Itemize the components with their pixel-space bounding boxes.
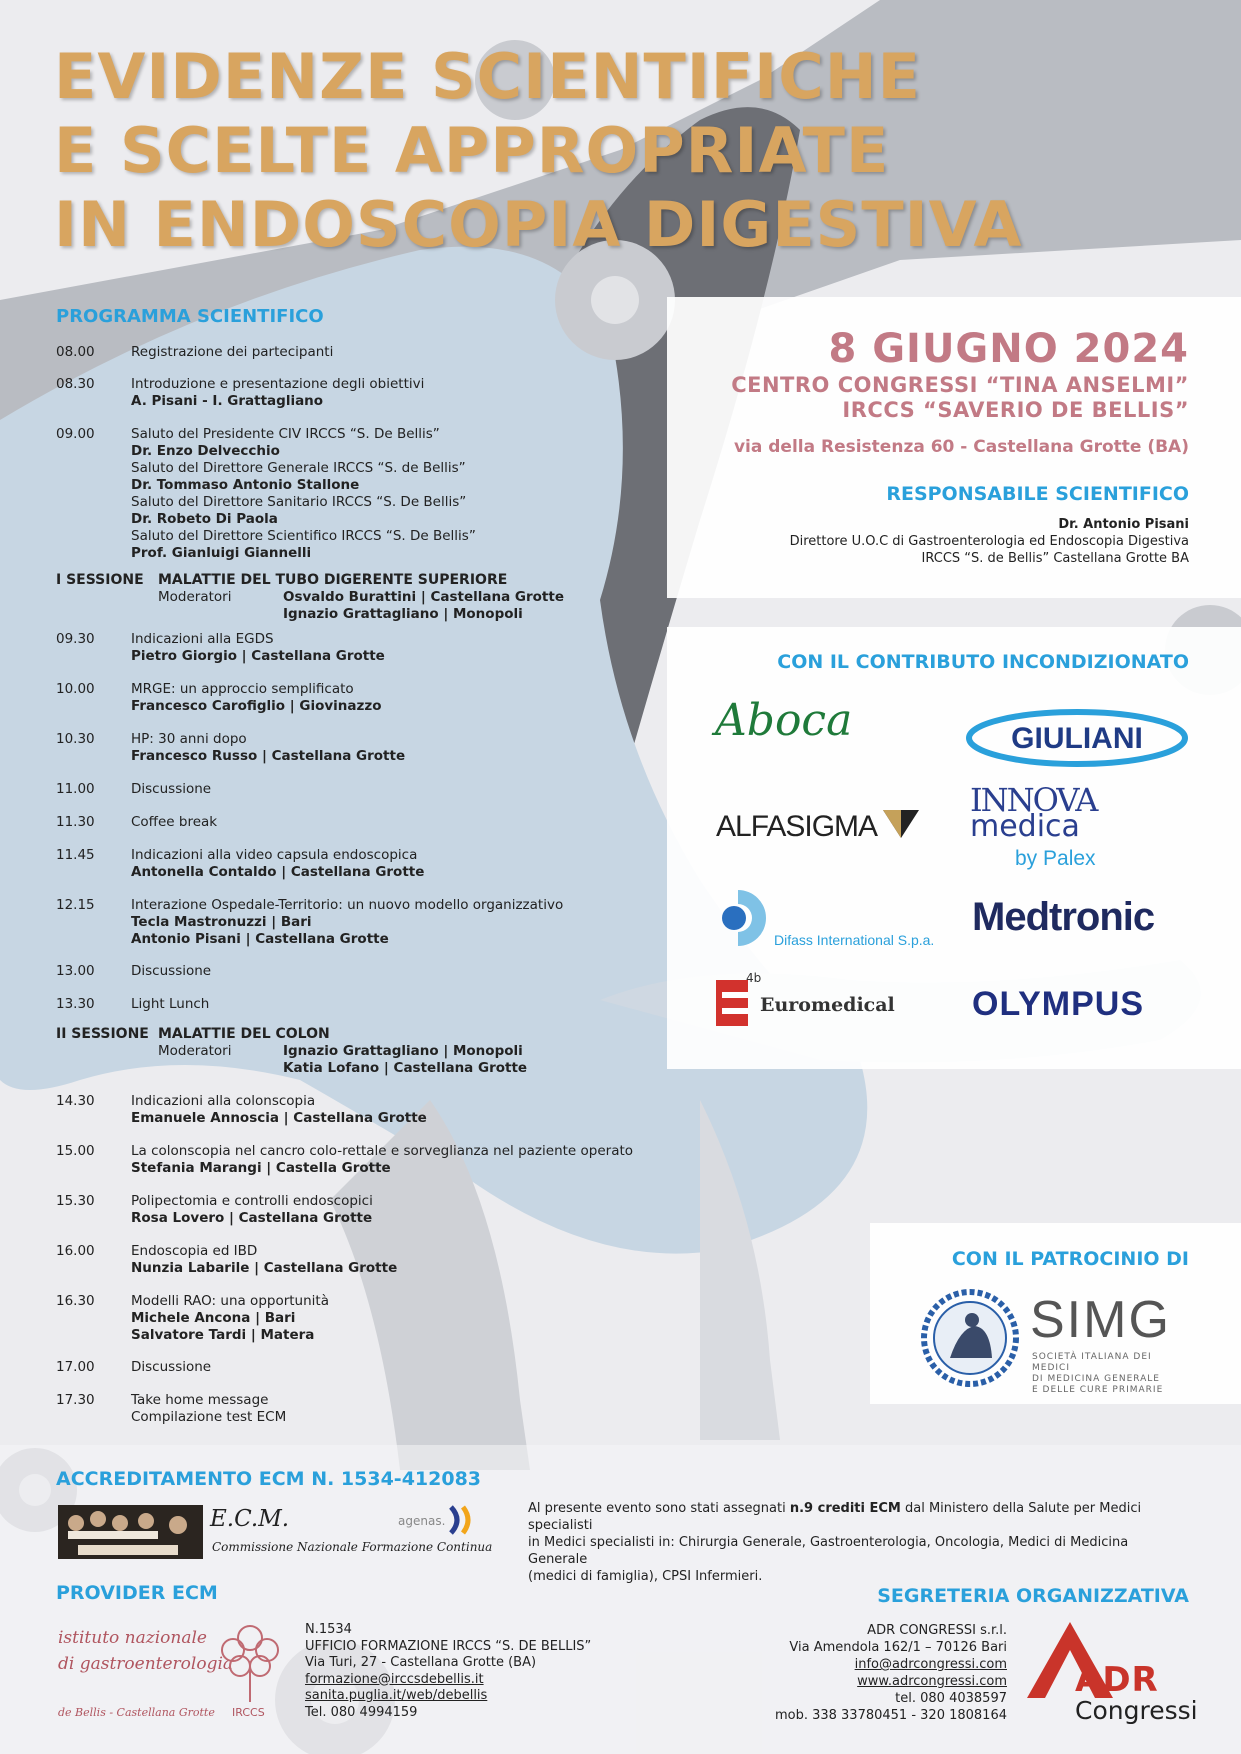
giuliani-logo	[968, 708, 1186, 768]
alfasigma-mark-icon	[883, 808, 919, 838]
provider-address: Via Turi, 27 - Castellana Grotte (BA)	[305, 1655, 537, 1670]
programme-body	[131, 426, 646, 562]
agenas-logo	[398, 1505, 475, 1535]
secretariat-mobile: mob. 338 33780451 - 320 1808164	[774, 1708, 1007, 1723]
alfasigma-logo	[716, 808, 919, 844]
speaker-name: Pietro Giorgio | Castellana Grotte	[131, 648, 385, 664]
simg-seal-icon	[920, 1288, 1020, 1388]
speaker-name: Nunzia Labarile | Castellana Grotte	[131, 1260, 398, 1276]
topic-text: HP: 30 anni dopo	[131, 731, 247, 747]
credits-line-3: (medici di famiglia), CPSI Infermieri.	[528, 1569, 763, 1584]
alfasigma-text: ALFASIGMA	[716, 810, 876, 843]
topic-text: Coffee break	[131, 814, 218, 830]
programme-body	[131, 1293, 646, 1344]
moderator-name: Ignazio Grattagliano | Monopoli	[283, 1043, 523, 1059]
medtronic-logo: Medtronic	[972, 895, 1155, 939]
programme-time: 16.30	[56, 1293, 95, 1309]
ecm-subtitle: Commissione Nazionale Formazione Continua	[212, 1540, 493, 1554]
programme-time: 08.00	[56, 344, 95, 360]
poster-title	[54, 40, 1224, 262]
euromedical-4b-text: 4b	[746, 971, 762, 985]
provider-web-link[interactable]: sanita.puglia.it/web/debellis	[305, 1688, 488, 1703]
provider-phone: Tel. 080 4994159	[305, 1704, 418, 1720]
speaker-name: Dr. Enzo Delvecchio	[131, 443, 280, 459]
speaker-name: Emanuele Annoscia | Castellana Grotte	[131, 1110, 427, 1126]
adr-text: ADR	[1075, 1660, 1159, 1700]
speaker-name: Stefania Marangi | Castella Grotte	[131, 1160, 391, 1176]
programme-time: 09.30	[56, 631, 95, 647]
secretariat-web-link[interactable]: www.adrcongressi.com	[857, 1674, 1007, 1689]
programme-time: 13.00	[56, 963, 95, 979]
credits-bold: n.9 crediti ECM	[789, 1501, 901, 1516]
programme-body	[131, 1359, 646, 1376]
venue-line-1: CENTRO CONGRESSI “TINA ANSELMI”	[731, 373, 1189, 397]
credits-pre: Al presente evento sono stati assegnati	[528, 1501, 790, 1516]
topic-text: La colonscopia nel cancro colo-rettale e sorveglianza nel paziente operato	[131, 1143, 634, 1159]
responsible-name: Dr. Antonio Pisani	[1058, 517, 1189, 532]
simg-sub-3: E DELLE CURE PRIMARIE	[1032, 1385, 1164, 1395]
simg-text: SIMG	[1030, 1291, 1171, 1349]
olympus-logo: OLYMPUS	[972, 985, 1145, 1023]
programme-time: 11.00	[56, 781, 95, 797]
moderators-list	[283, 1043, 658, 1077]
secretariat-name: ADR CONGRESSI s.r.l.	[867, 1623, 1007, 1638]
programme-item	[56, 814, 646, 831]
session-header	[56, 1026, 656, 1043]
programme-body	[131, 996, 646, 1013]
event-address: via della Resistenza 60 - Castellana Grotte (BA)	[733, 437, 1189, 457]
programme-time: 12.15	[56, 897, 95, 913]
session-label: I SESSIONE	[56, 572, 144, 588]
programme-time: 11.45	[56, 847, 95, 863]
secretariat-contact	[775, 1622, 1007, 1724]
topic-text: Compilazione test ECM	[131, 1409, 287, 1425]
accreditation-heading: ACCREDITAMENTO ECM N. 1534-412083	[56, 1468, 482, 1490]
speaker-name: Francesco Carofiglio | Giovinazzo	[131, 698, 382, 714]
programme-item	[56, 1243, 646, 1277]
moderator-name: Ignazio Grattagliano | Monopoli	[283, 606, 523, 622]
programme-body	[131, 847, 646, 881]
programme-body	[131, 631, 646, 665]
programme-item	[56, 996, 646, 1013]
programme-body	[131, 681, 646, 715]
credits-post: dal Ministero della Salute per Medici specialisti	[528, 1501, 1142, 1533]
provider-email-link[interactable]: formazione@irccsdebellis.it	[305, 1671, 484, 1687]
simg-subtitle	[1032, 1352, 1190, 1396]
programme-item	[56, 1392, 646, 1426]
programme-item	[56, 426, 646, 562]
topic-text: Interazione Ospedale-Territorio: un nuovo modello organizzativo	[131, 897, 564, 913]
programme-body	[131, 1093, 646, 1127]
session-header	[56, 572, 656, 589]
session-moderators	[158, 1043, 658, 1077]
responsible-role-2: IRCCS “S. de Bellis” Castellana Grotte BA	[921, 551, 1189, 566]
speaker-name: Dr. Robeto Di Paola	[131, 511, 278, 527]
secretariat-address: Via Amendola 162/1 – 70126 Bari	[789, 1640, 1007, 1655]
aboca-logo: Aboca	[715, 695, 853, 746]
speaker-name: A. Pisani - I. Grattagliano	[131, 393, 324, 409]
medica-text: medica	[970, 809, 1080, 844]
difass-text: Difass International S.p.a.	[774, 932, 935, 948]
institute-subtitle: de Bellis - Castellana Grotte	[58, 1706, 215, 1719]
programme-time: 09.00	[56, 426, 95, 442]
programme-body	[131, 344, 646, 361]
euromedical-text: Euromedical	[760, 994, 895, 1016]
programme-time: 08.30	[56, 376, 95, 392]
innova-medica-logo	[970, 781, 1097, 871]
programme-item	[56, 781, 646, 798]
title-line-1: EVIDENZE SCIENTIFICHE	[54, 40, 921, 113]
provider-contact	[305, 1622, 591, 1721]
topic-text: Indicazioni alla EGDS	[131, 631, 274, 647]
topic-text: Saluto del Presidente CIV IRCCS “S. De Bellis”	[131, 426, 440, 442]
institute-logo-text	[58, 1625, 233, 1677]
institute-line-2: di gastroenterologia	[58, 1654, 234, 1674]
programme-time: 10.00	[56, 681, 95, 697]
simg-logo	[920, 1288, 1190, 1395]
event-venue	[731, 373, 1189, 423]
programme-body	[131, 1143, 646, 1177]
programme-body	[131, 376, 646, 410]
session-name: MALATTIE DEL COLON	[158, 1026, 330, 1042]
programme-body	[131, 1392, 646, 1426]
programme-time: 11.30	[56, 814, 95, 830]
anatomy-lesson-painting	[58, 1505, 203, 1559]
simg-sub-2: DI MEDICINA GENERALE	[1032, 1374, 1160, 1384]
programme-body	[131, 731, 646, 765]
adr-congressi-logo	[1025, 1620, 1198, 1730]
credits-line-2: in Medici specialisti in: Chirurgia Generale, Gastroenterologia, Oncologia, Medici di Medicina Generale	[528, 1535, 1129, 1567]
programme-time: 13.30	[56, 996, 95, 1012]
speaker-name: Antonella Contaldo | Castellana Grotte	[131, 864, 425, 880]
programme-body	[131, 781, 646, 798]
programme-body	[131, 963, 646, 980]
title-line-2: E SCELTE APPROPRIATE	[54, 114, 890, 187]
programme-item	[56, 631, 646, 665]
moderators-label: Moderatori	[158, 1043, 232, 1059]
programme-time: 17.00	[56, 1359, 95, 1375]
moderators-list	[283, 589, 658, 623]
speaker-name: Rosa Lovero | Castellana Grotte	[131, 1210, 373, 1226]
irccs-label: IRCCS	[232, 1706, 265, 1719]
programme-item	[56, 1193, 646, 1227]
topic-text: Discussione	[131, 963, 212, 979]
programme-time: 16.00	[56, 1243, 95, 1259]
programme-time: 10.30	[56, 731, 95, 747]
topic-text: Introduzione e presentazione degli obiettivi	[131, 376, 425, 392]
agenas-mark-icon	[449, 1505, 475, 1535]
topic-text: Take home message	[131, 1392, 269, 1408]
innova-text: INNOVA	[970, 781, 1097, 819]
provider-office: UFFICIO FORMAZIONE IRCCS “S. DE BELLIS”	[305, 1638, 592, 1654]
moderators-label: Moderatori	[158, 589, 232, 605]
congressi-text: Congressi	[1075, 1696, 1198, 1725]
difass-logo	[716, 888, 935, 953]
speaker-name: Francesco Russo | Castellana Grotte	[131, 748, 406, 764]
topic-text: Discussione	[131, 1359, 212, 1375]
topic-text: Indicazioni alla colonscopia	[131, 1093, 316, 1109]
topic-text: Saluto del Direttore Scientifico IRCCS “S. De Bellis”	[131, 528, 476, 544]
session-label: II SESSIONE	[56, 1026, 149, 1042]
programme-item	[56, 1293, 646, 1344]
ecm-credits-text	[528, 1500, 1188, 1585]
programme-item	[56, 897, 646, 948]
giuliani-text: GIULIANI	[1011, 722, 1143, 755]
programme-item	[56, 1359, 646, 1376]
sponsors-heading: CON IL CONTRIBUTO INCONDIZIONATO	[777, 651, 1189, 673]
provider-number: N.1534	[305, 1622, 352, 1637]
difass-mark-icon	[716, 888, 776, 948]
scientific-responsible-heading: RESPONSABILE SCIENTIFICO	[886, 483, 1189, 505]
topic-text: Saluto del Direttore Generale IRCCS “S. de Bellis”	[131, 460, 466, 476]
institute-line-1: istituto nazionale	[58, 1628, 207, 1648]
programme-body	[131, 814, 646, 831]
programme-item	[56, 963, 646, 980]
responsible-role-1: Direttore U.O.C di Gastroenterologia ed Endoscopia Digestiva	[789, 534, 1189, 549]
patronage-heading: CON IL PATROCINIO DI	[951, 1248, 1189, 1270]
programme-time: 15.30	[56, 1193, 95, 1209]
programme-item	[56, 847, 646, 881]
topic-text: Saluto del Direttore Sanitario IRCCS “S. De Bellis”	[131, 494, 467, 510]
event-date: 8 GIUGNO 2024	[828, 326, 1189, 372]
programme-item	[56, 681, 646, 715]
palex-text: by Palex	[1015, 847, 1096, 870]
euromedical-mark-icon	[716, 970, 762, 1028]
session-name: MALATTIE DEL TUBO DIGERENTE SUPERIORE	[158, 572, 508, 588]
programme-item	[56, 1093, 646, 1127]
programme-heading: PROGRAMMA SCIENTIFICO	[56, 306, 324, 327]
speaker-name: Tecla Mastronuzzi | Bari	[131, 914, 312, 930]
speaker-name: Prof. Gianluigi Giannelli	[131, 545, 312, 561]
programme-time: 17.30	[56, 1392, 95, 1408]
provider-heading: PROVIDER ECM	[56, 1582, 218, 1604]
topic-text: Modelli RAO: una opportunità	[131, 1293, 329, 1309]
programme-item	[56, 1143, 646, 1177]
programme-time: 14.30	[56, 1093, 95, 1109]
topic-text: Endoscopia ed IBD	[131, 1243, 258, 1259]
topic-text: Indicazioni alla video capsula endoscopica	[131, 847, 418, 863]
secretariat-email-link[interactable]: info@adrcongressi.com	[854, 1657, 1007, 1672]
speaker-name: Michele Ancona | Bari	[131, 1310, 296, 1326]
simg-sub-1: SOCIETÀ ITALIANA DEI MEDICI	[1032, 1352, 1152, 1373]
topic-text: Discussione	[131, 781, 212, 797]
speaker-name: Salvatore Tardi | Matera	[131, 1327, 315, 1343]
programme-item	[56, 344, 646, 361]
programme-body	[131, 897, 646, 948]
programme-body	[131, 1243, 646, 1277]
topic-text: MRGE: un approccio semplificato	[131, 681, 354, 697]
session-moderators	[158, 589, 658, 623]
programme-item	[56, 731, 646, 765]
topic-text: Light Lunch	[131, 996, 210, 1012]
agenas-text: agenas.	[398, 1514, 446, 1528]
moderator-name: Osvaldo Burattini | Castellana Grotte	[283, 589, 564, 605]
programme-item	[56, 376, 646, 410]
programme-time: 15.00	[56, 1143, 95, 1159]
moderator-name: Katia Lofano | Castellana Grotte	[283, 1060, 528, 1076]
title-line-3: IN ENDOSCOPIA DIGESTIVA	[54, 188, 1023, 261]
speaker-name: Dr. Tommaso Antonio Stallone	[131, 477, 360, 493]
topic-text: Registrazione dei partecipanti	[131, 344, 334, 360]
ecm-title: E.C.M.	[210, 1506, 290, 1532]
programme-body	[131, 1193, 646, 1227]
scientific-responsible	[790, 516, 1189, 567]
venue-line-2: IRCCS “SAVERIO DE BELLIS”	[842, 398, 1189, 422]
speaker-name: Antonio Pisani | Castellana Grotte	[131, 931, 389, 947]
tree-icon	[215, 1618, 285, 1704]
topic-text: Polipectomia e controlli endoscopici	[131, 1193, 373, 1209]
secretariat-heading: SEGRETERIA ORGANIZZATIVA	[877, 1585, 1189, 1607]
euromedical-logo	[716, 970, 895, 1033]
secretariat-phone: tel. 080 4038597	[895, 1691, 1007, 1706]
